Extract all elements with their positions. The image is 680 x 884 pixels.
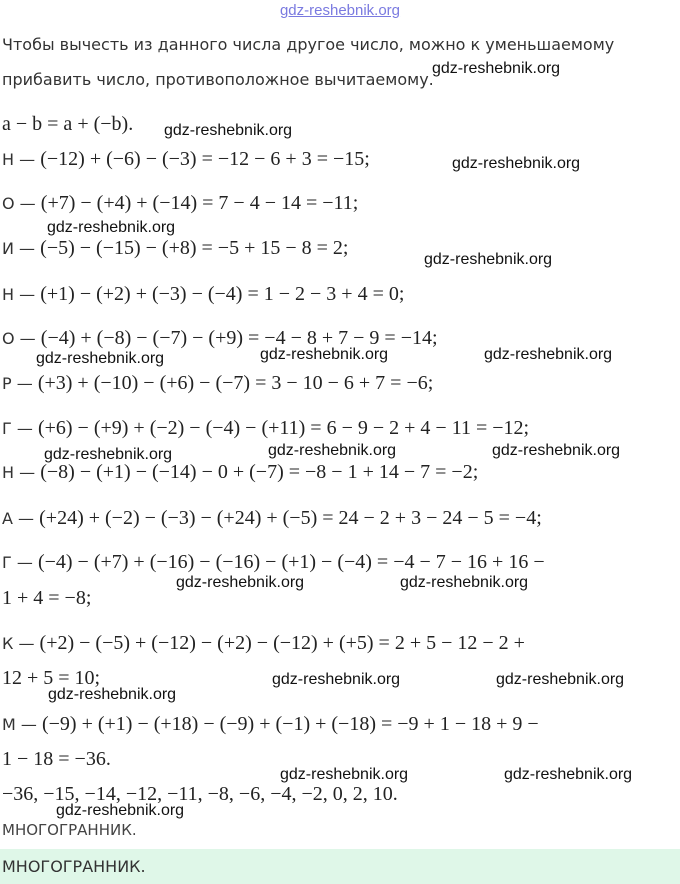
row-letter: О —: [2, 329, 36, 348]
result-word: МНОГОГРАННИК.: [2, 821, 137, 839]
watermark: gdz-reshebnik.org: [272, 671, 401, 688]
row-letter: К —: [2, 634, 35, 653]
solution-row: [2, 461, 478, 484]
row-letter: И —: [2, 239, 36, 258]
intro-text-line-2: прибавить число, противоположное вычитаемому.: [2, 70, 434, 89]
row-expression-continuation: 12 + 5 = 10;: [2, 667, 101, 689]
row-letter: Н —: [2, 285, 36, 304]
row-letter: Г —: [2, 419, 33, 438]
row-expression: (−12) + (−6) − (−3) = −12 − 6 + 3 = −15;: [40, 148, 370, 170]
row-expression-continuation: 1 − 18 = −36.: [2, 748, 111, 770]
row-letter: Г —: [2, 553, 33, 572]
row-letter: Н —: [2, 463, 36, 482]
solution-row: [2, 372, 433, 395]
row-expression: (−9) + (+1) − (+18) − (−9) + (−1) + (−18) = −9 + 1 − 18 + 9 −: [41, 713, 539, 735]
row-letter: Р —: [2, 374, 33, 393]
watermark: gdz-reshebnik.org: [452, 155, 581, 172]
watermark: gdz-reshebnik.org: [48, 686, 177, 703]
row-letter: А —: [2, 509, 35, 528]
watermark: gdz-reshebnik.org: [496, 671, 625, 688]
watermark: gdz-reshebnik.org: [400, 574, 529, 591]
row-expression: (+3) + (−10) − (+6) − (−7) = 3 − 10 − 6 + 7 = −6;: [37, 372, 434, 394]
intro-text-line-1: Чтобы вычесть из данного числа другое число, можно к уменьшаемому: [2, 35, 615, 54]
number-sequence: −36, −15, −14, −12, −11, −8, −6, −4, −2, 0, 2, 10.: [2, 783, 398, 805]
solution-row: [2, 507, 542, 530]
watermark: gdz-reshebnik.org: [280, 766, 409, 783]
solution-row: [2, 237, 348, 260]
row-expression: (+6) − (+9) + (−2) − (−4) − (+11) = 6 − 9 − 2 + 4 − 11 = −12;: [37, 417, 530, 439]
solution-row: [2, 551, 545, 574]
row-expression: (+7) − (+4) + (−14) = 7 − 4 − 14 = −11;: [40, 192, 359, 214]
site-watermark-link[interactable]: gdz-reshebnik.org: [279, 2, 401, 19]
watermark: gdz-reshebnik.org: [260, 346, 389, 363]
watermark: gdz-reshebnik.org: [484, 346, 613, 363]
watermark: gdz-reshebnik.org: [176, 574, 305, 591]
watermark: gdz-reshebnik.org: [36, 350, 165, 367]
watermark: gdz-reshebnik.org: [44, 446, 173, 463]
answer-text: МНОГОГРАННИК.: [2, 857, 146, 876]
rule-formula: a − b = a + (−b).: [2, 113, 134, 135]
solution-row: [2, 713, 539, 736]
watermark: gdz-reshebnik.org: [164, 122, 293, 139]
watermark: gdz-reshebnik.org: [432, 60, 561, 77]
watermark: gdz-reshebnik.org: [56, 802, 185, 819]
row-expression: (+24) + (−2) − (−3) − (+24) + (−5) = 24 − 2 + 3 − 24 − 5 = −4;: [39, 507, 542, 529]
row-expression: (+2) − (−5) + (−12) − (+2) − (−12) + (+5) = 2 + 5 − 12 − 2 +: [39, 632, 525, 654]
solution-row: [2, 417, 529, 440]
solution-row: [2, 148, 370, 171]
solution-row: [2, 283, 404, 306]
answer-box: [0, 849, 680, 884]
row-expression: (−8) − (+1) − (−14) − 0 + (−7) = −8 − 1 + 14 − 7 = −2;: [40, 461, 479, 483]
watermark: gdz-reshebnik.org: [492, 442, 621, 459]
watermark: gdz-reshebnik.org: [424, 251, 553, 268]
watermark: gdz-reshebnik.org: [268, 442, 397, 459]
row-expression: (−4) − (+7) + (−16) − (−16) − (+1) − (−4) = −4 − 7 − 16 + 16 −: [37, 551, 545, 573]
row-expression: (−4) + (−8) − (−7) − (+9) = −4 − 8 + 7 − 9 = −14;: [40, 327, 438, 349]
row-letter: М —: [2, 715, 37, 734]
watermark: gdz-reshebnik.org: [504, 766, 633, 783]
solution-row: [2, 192, 358, 215]
row-expression: (−5) − (−15) − (+8) = −5 + 15 − 8 = 2;: [40, 237, 349, 259]
row-letter: О —: [2, 194, 36, 213]
row-expression: (+1) − (+2) + (−3) − (−4) = 1 − 2 − 3 + 4 = 0;: [40, 283, 405, 305]
solution-row: [2, 632, 525, 655]
row-letter: Н —: [2, 150, 36, 169]
watermark: gdz-reshebnik.org: [47, 219, 176, 236]
row-expression-continuation: 1 + 4 = −8;: [2, 587, 92, 609]
